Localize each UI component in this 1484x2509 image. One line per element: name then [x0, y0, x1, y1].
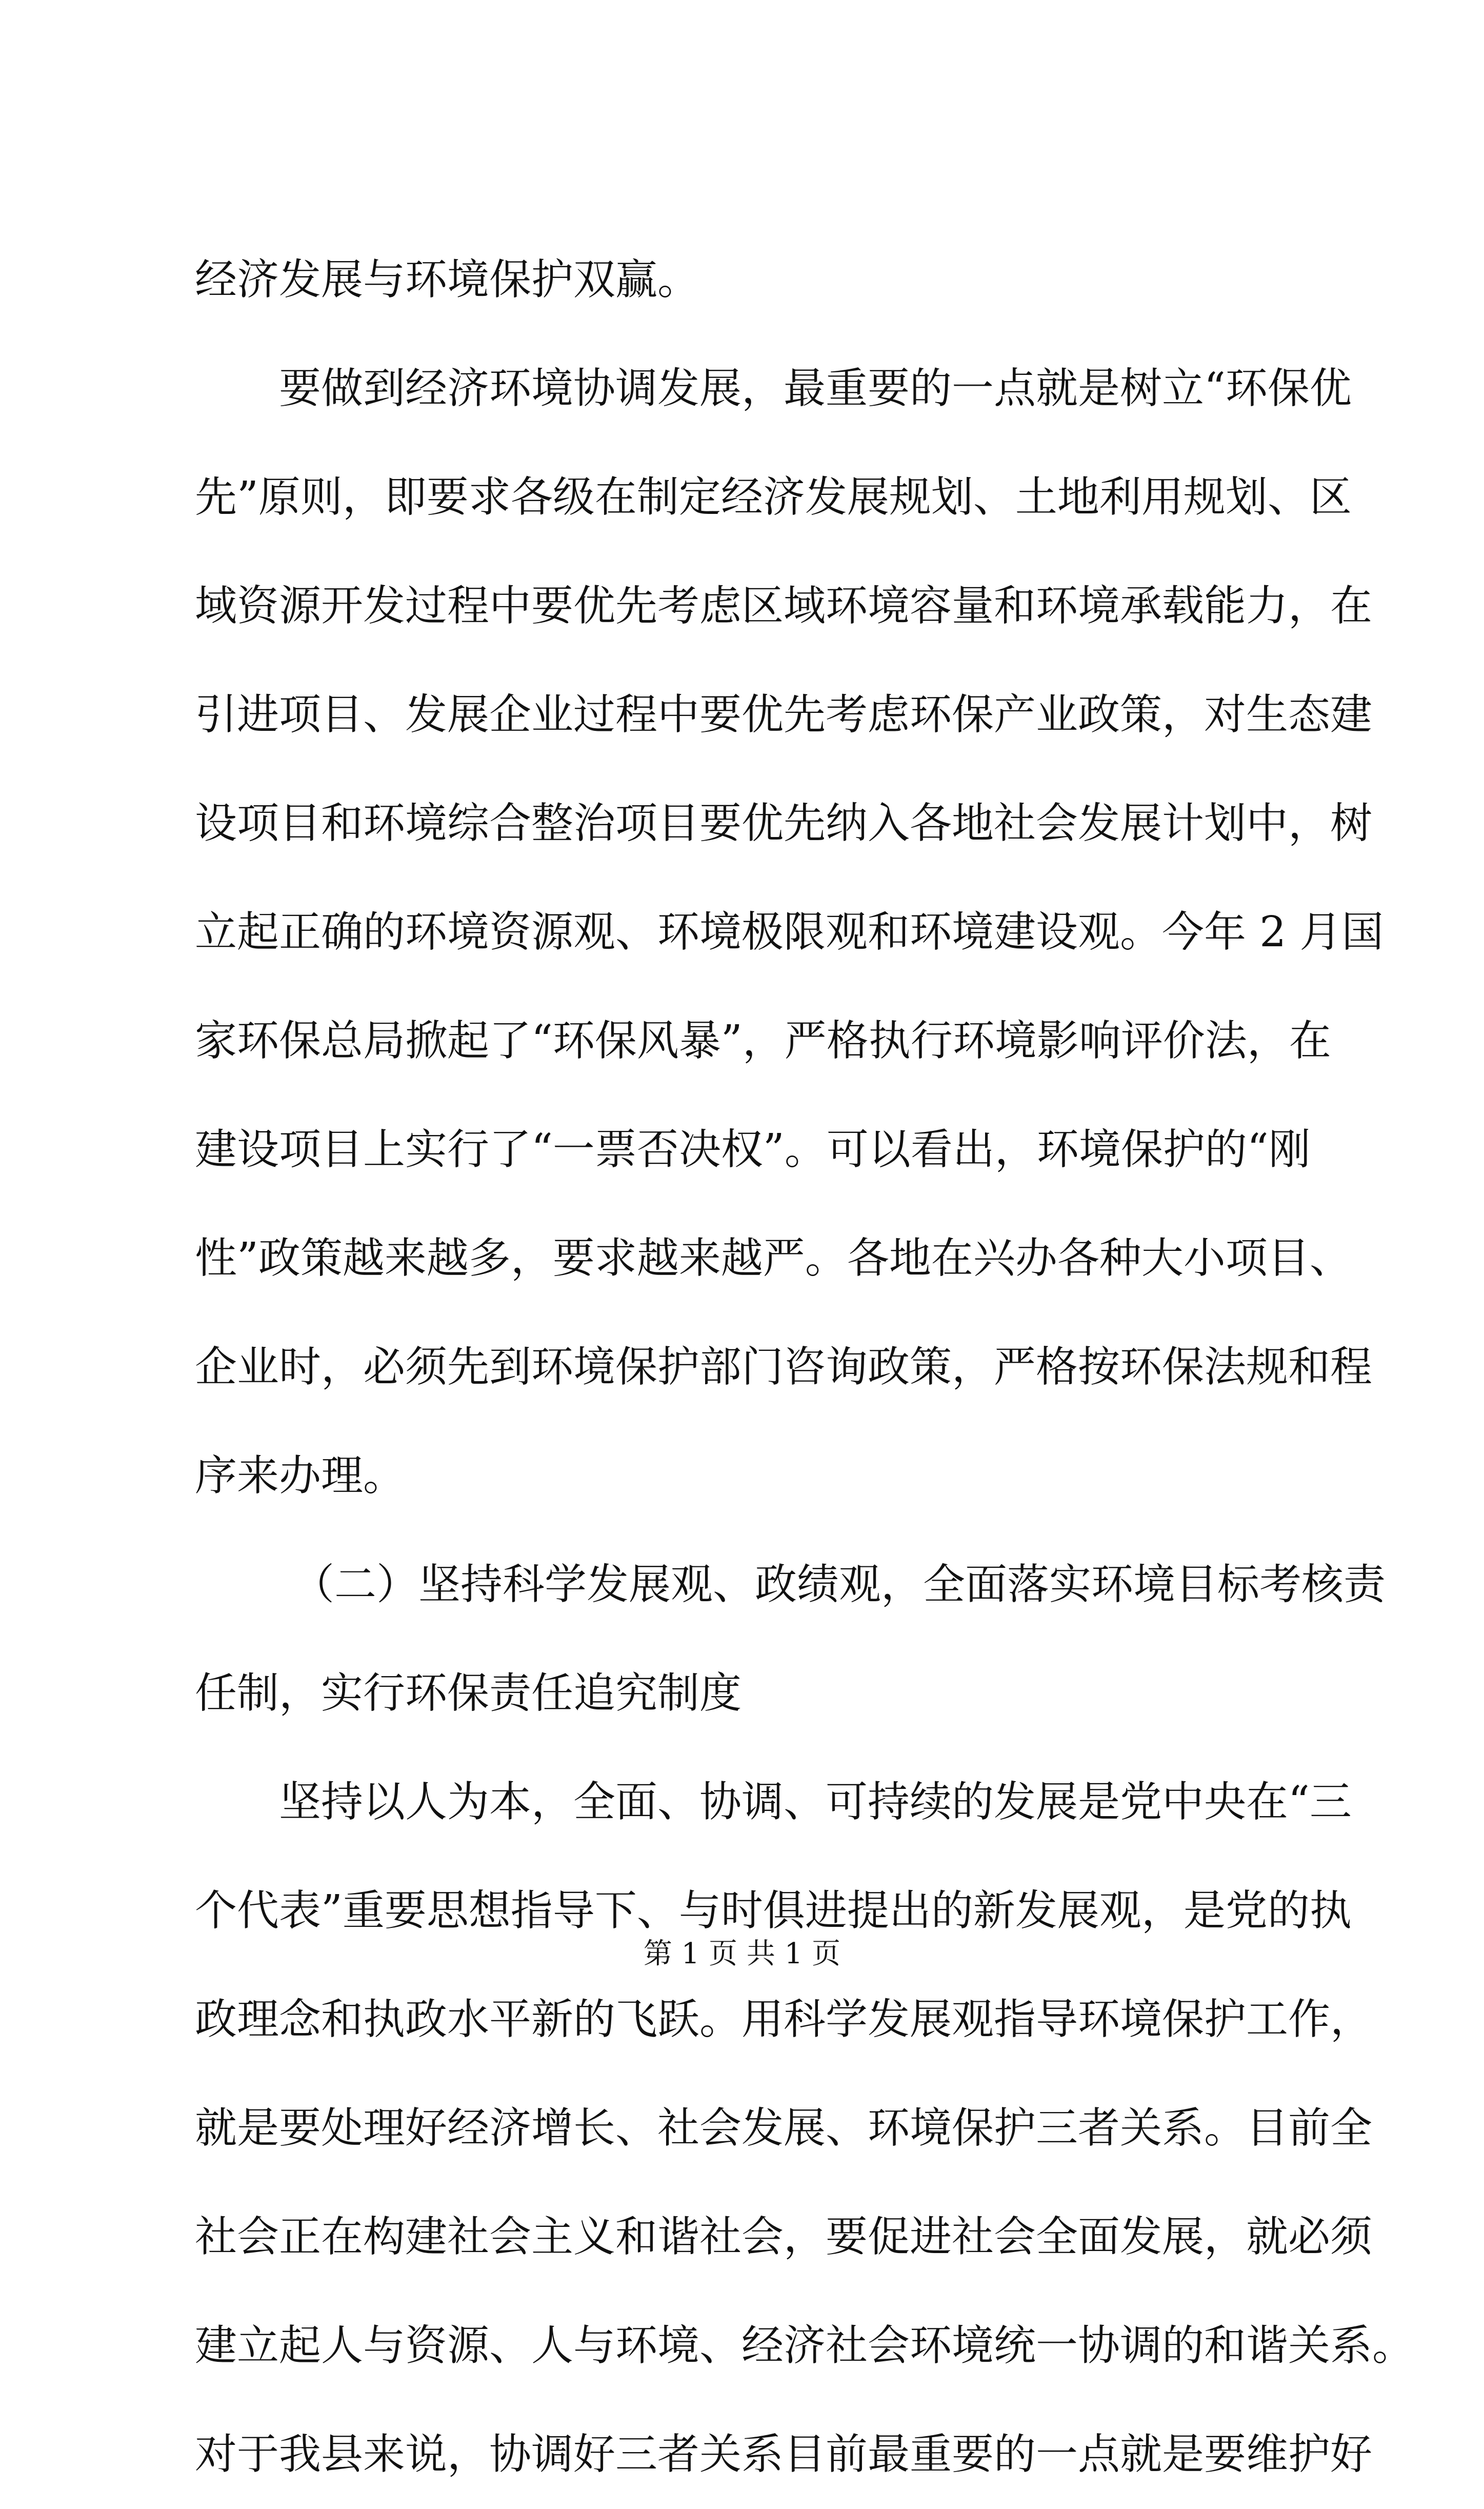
text-line-content: 家环保总局掀起了“环保风暴”，严格执行环境影响评价法，在 — [195, 1017, 1331, 1065]
text-line-content: 建设项目上实行了“一票否决权”。可以看出，环境保护的“刚 — [195, 1125, 1311, 1174]
text-line-content: （二）坚持科学发展观、政绩观，全面落实环境目标考核责 — [292, 1560, 1386, 1609]
text-line — [195, 1313, 1373, 1422]
text-line — [195, 661, 1373, 769]
text-line — [195, 1748, 1352, 1857]
text-line-content: 域资源开发过程中要优先考虑区域环境容量和环境承载能力，在 — [195, 582, 1373, 630]
text-line-content: 性”政策越来越多，要求越来越严。各地在兴办各种大小项目、 — [195, 1234, 1352, 1283]
text-line — [195, 226, 1297, 334]
text-line-content: 企业时，必须先到环境保护部门咨询政策，严格按环保法规和程 — [195, 1343, 1373, 1391]
text-line-content: 序来办理。 — [195, 1451, 406, 1500]
text-line — [195, 2292, 1415, 2400]
text-line — [195, 2183, 1373, 2292]
text-line-content: 坚持以人为本，全面、协调、可持续的发展是党中央在“三 — [279, 1778, 1352, 1826]
text-line — [195, 1204, 1352, 1313]
text-line-content: 经济发展与环境保护双赢。 — [195, 255, 700, 304]
text-line-content: 社会正在构建社会主义和谐社会，要促进社会全面发展，就必须 — [195, 2213, 1373, 2261]
text-line — [195, 1096, 1311, 1204]
text-line-content: 个代表”重要思想指导下、与时俱进提出的新发展观，是党的执 — [195, 1886, 1352, 1935]
text-line — [195, 552, 1373, 661]
text-line — [195, 1639, 1297, 1748]
text-line — [195, 769, 1373, 878]
text-line-content: 立起正确的环境资源观、环境极限观和环境建设观。今年 2 月国 — [195, 908, 1384, 957]
text-line — [195, 1530, 1386, 1639]
page-footer: 第 1 页 共 1 页 — [643, 1937, 841, 1970]
text-line-content: 设项目和环境综合整治项目要优先纳入各地社会发展计划中，树 — [195, 799, 1373, 848]
text-line-content: 建立起人与资源、人与环境、经济社会环境统一协调的和谐关系。 — [195, 2321, 1415, 2370]
text-line — [195, 1422, 1297, 1530]
text-line-content: 就是要处理好经济增长、社会发展、环境保护三者关系。目前全 — [195, 2104, 1373, 2153]
text-line — [195, 987, 1331, 1096]
text-line-content: 引进项目、发展企业过程中要优先考虑环保产业政策，对生态建 — [195, 690, 1373, 739]
text-line-content: 要做到经济环境协调发展，最重要的一点就是树立“环保优 — [279, 364, 1352, 413]
text-line — [195, 334, 1352, 443]
text-line — [195, 443, 1352, 552]
text-line-content: 先”原则，即要求各级在制定经济发展规划、土地利用规划、区 — [195, 473, 1352, 522]
text-line — [195, 878, 1384, 987]
document-body — [195, 226, 1415, 2509]
text-line-content: 政理念和执政水平新的飞跃。用科学发展观指导环境保护工作， — [195, 1995, 1373, 2044]
text-line — [195, 2400, 1373, 2509]
text-line-content: 任制，实行环保责任追究制度 — [195, 1669, 742, 1718]
text-line — [195, 1965, 1373, 2074]
text-line-content: 对于我县来说，协调好三者关系目前最重要的一点就是要维护好 — [195, 2430, 1373, 2479]
text-line — [195, 2074, 1373, 2183]
